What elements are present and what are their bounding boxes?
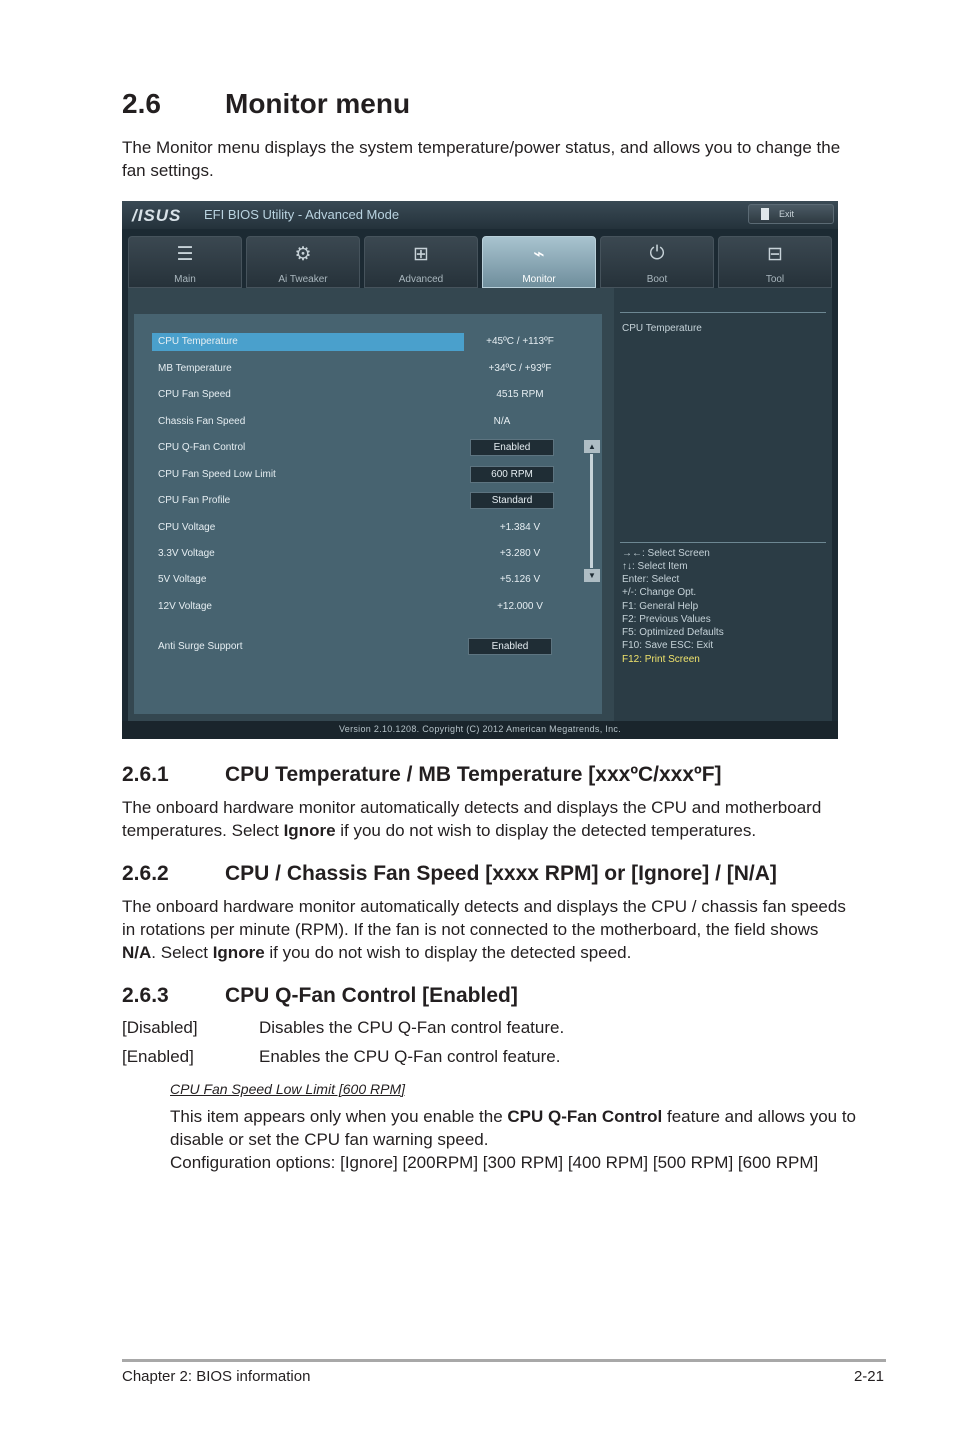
value-dropdown[interactable] — [470, 492, 554, 509]
option-description: Enables the CPU Q-Fan control feature. — [259, 1047, 561, 1066]
setting-cpu-fan-speed-low-limit[interactable] — [152, 466, 572, 484]
bios-version-text: Version 2.10.1208. Copyright (C) 2012 American Megatrends, Inc. — [338, 724, 622, 734]
option-key: [Disabled] — [122, 1018, 198, 1037]
bold-text: CPU Q-Fan Control — [507, 1107, 663, 1126]
setting-mb-temperature[interactable] — [152, 360, 572, 378]
dropdown-value: 600 RPM — [491, 469, 533, 480]
text: if you do not wish to display the detected temperatures. — [335, 821, 757, 840]
setting-label: 3.3V Voltage — [158, 548, 215, 559]
sub-item-heading: CPU Fan Speed Low Limit [600 RPM] — [170, 1081, 405, 1097]
paragraph-2-6-1 — [122, 796, 842, 842]
setting-label: 12V Voltage — [158, 601, 212, 612]
section-heading — [122, 88, 410, 120]
key-hint: F5: Optimized Defaults — [622, 627, 724, 638]
subsection-number: 2.6.2 — [122, 862, 169, 885]
section-title: Monitor menu — [225, 88, 411, 119]
tab-ai-tweaker[interactable] — [246, 236, 360, 288]
dropdown-value: Standard — [491, 495, 533, 506]
key-hint-print-screen: F12: Print Screen — [622, 654, 700, 665]
setting-value: +3.280 V — [499, 548, 541, 559]
exit-label: Exit — [779, 209, 795, 219]
power-icon: ⏻ — [649, 243, 665, 264]
setting-cpu-fan-profile[interactable] — [152, 492, 572, 510]
key-hint: →←: Select Screen — [622, 548, 710, 559]
setting-cpu-fan-speed[interactable] — [152, 386, 572, 404]
setting-anti-surge-support[interactable] — [152, 638, 572, 656]
scrollbar[interactable] — [584, 440, 600, 582]
setting-value: N/A — [493, 416, 511, 427]
scroll-up-arrow-icon[interactable]: ▲ — [584, 440, 600, 453]
divider — [620, 312, 826, 313]
page-number: 2-21 — [853, 1368, 884, 1385]
bold-text: Ignore — [283, 821, 336, 840]
subsection-title: CPU Temperature / MB Temperature [xxxºC/xxxºF] — [225, 763, 722, 786]
list-icon: ☰ — [176, 244, 194, 265]
tab-tool[interactable] — [718, 236, 832, 288]
key-hint: F2: Previous Values — [622, 614, 711, 625]
help-panel — [614, 288, 832, 721]
key-hint: +/-: Change Opt. — [622, 587, 697, 598]
text: The onboard hardware monitor automatically detects and displays the CPU and motherboard temperatures. Select — [122, 798, 822, 840]
dropdown-value: Enabled — [493, 442, 531, 453]
setting-label: CPU Q-Fan Control — [158, 442, 246, 453]
configuration-options: Configuration options: [Ignore] [200RPM] [300 RPM] [400 RPM] [500 RPM] [600 RPM] — [170, 1153, 819, 1172]
monitor-icon: ⌁ — [533, 244, 545, 265]
subsection-heading-2-6-2 — [122, 862, 777, 886]
subsection-heading-2-6-1 — [122, 763, 722, 787]
setting-12v-voltage[interactable] — [152, 598, 572, 616]
dropdown-value: Enabled — [491, 641, 529, 652]
value-dropdown[interactable] — [470, 466, 554, 483]
setting-label: 5V Voltage — [158, 574, 207, 585]
text: . Select — [151, 943, 213, 962]
value-dropdown[interactable] — [470, 439, 554, 456]
tab-main[interactable] — [128, 236, 242, 288]
sub-item-paragraph — [170, 1105, 860, 1151]
setting-label: CPU Voltage — [158, 522, 216, 533]
chip-icon: ⊞ — [413, 244, 429, 265]
setting-value: 4515 RPM — [496, 389, 544, 400]
chapter-label: Chapter 2: BIOS information — [122, 1368, 311, 1385]
text: The onboard hardware monitor automatically detects and displays the CPU / chassis fan speeds in rotations per minute (RPM). If the fan is not connected to the motherboard, the field shows — [122, 897, 846, 939]
setting-cpu-voltage[interactable] — [152, 519, 572, 537]
setting-5v-voltage[interactable] — [152, 571, 572, 589]
setting-label: MB Temperature — [158, 363, 232, 374]
setting-cpu-q-fan-control[interactable] — [152, 439, 572, 457]
setting-label: CPU Temperature — [158, 336, 238, 347]
setting-value: +12.000 V — [497, 601, 543, 612]
subsection-title: CPU / Chassis Fan Speed [xxxx RPM] or [Ignore] / [N/A] — [225, 862, 777, 885]
text: This item appears only when you enable the — [170, 1107, 508, 1126]
text: if you do not wish to display the detected speed. — [264, 943, 632, 962]
key-hint: ↑↓: Select Item — [622, 561, 688, 572]
bold-text: Ignore — [212, 943, 265, 962]
scroll-down-arrow-icon[interactable]: ▼ — [584, 569, 600, 582]
exit-icon — [761, 208, 769, 220]
setting-label: Chassis Fan Speed — [158, 416, 246, 427]
bios-title: EFI BIOS Utility - Advanced Mode — [204, 207, 400, 222]
bios-title-bar — [122, 201, 838, 229]
tab-label: Monitor — [522, 274, 556, 285]
subsection-number: 2.6.1 — [122, 763, 169, 786]
setting-cpu-temperature[interactable] — [152, 333, 572, 351]
divider — [620, 542, 826, 543]
setting-value: +1.384 V — [499, 522, 541, 533]
setting-label: CPU Fan Profile — [158, 495, 231, 506]
setting-chassis-fan-speed[interactable] — [152, 413, 572, 431]
value-dropdown[interactable] — [468, 638, 552, 655]
setting-value: +34ºC / +93ºF — [488, 363, 552, 374]
bios-body — [128, 288, 832, 721]
section-number: 2.6 — [122, 88, 161, 119]
paragraph-2-6-2 — [122, 895, 847, 964]
tab-monitor[interactable] — [482, 236, 596, 288]
bold-text: N/A — [122, 943, 152, 962]
key-hint: F1: General Help — [622, 601, 699, 612]
tab-label: Ai Tweaker — [278, 274, 328, 285]
subsection-heading-2-6-3 — [122, 984, 518, 1008]
bios-tabs — [128, 236, 832, 288]
tab-label: Boot — [646, 274, 668, 285]
tab-label: Advanced — [398, 274, 444, 285]
setting-label: Anti Surge Support — [158, 641, 243, 652]
setting-label: CPU Fan Speed Low Limit — [158, 469, 276, 480]
option-description: Disables the CPU Q-Fan control feature. — [259, 1018, 565, 1037]
option-key: [Enabled] — [122, 1047, 194, 1066]
tool-icon: ⊟ — [767, 244, 783, 265]
key-hint: Enter: Select — [622, 574, 680, 585]
tab-boot[interactable] — [600, 236, 714, 288]
scrollbar-track[interactable] — [590, 454, 593, 568]
tab-label: Main — [174, 274, 196, 285]
setting-value: +5.126 V — [499, 574, 541, 585]
subsection-title: CPU Q-Fan Control [Enabled] — [225, 984, 518, 1007]
tab-label: Tool — [765, 274, 785, 285]
intro-paragraph: The Monitor menu displays the system temperature/power status, and allows you to change the fan settings. — [122, 138, 841, 180]
bios-screenshot — [122, 201, 838, 739]
text: feature and allows you to disable or set the CPU fan warning speed. — [170, 1107, 856, 1149]
tab-advanced[interactable] — [364, 236, 478, 288]
key-hint: F10: Save ESC: Exit — [622, 640, 714, 651]
setting-label: CPU Fan Speed — [158, 389, 231, 400]
subsection-number: 2.6.3 — [122, 984, 169, 1007]
setting-3v3-voltage[interactable] — [152, 545, 572, 563]
settings-panel — [134, 314, 602, 714]
footer-rule — [122, 1359, 886, 1362]
bios-footer — [122, 721, 838, 739]
exit-button[interactable] — [748, 204, 834, 224]
help-title: CPU Temperature — [622, 323, 702, 334]
setting-value: +45ºC / +113ºF — [486, 336, 554, 347]
asus-logo: /ISUS — [132, 206, 182, 225]
tweaker-icon: ⚙ — [294, 244, 312, 265]
